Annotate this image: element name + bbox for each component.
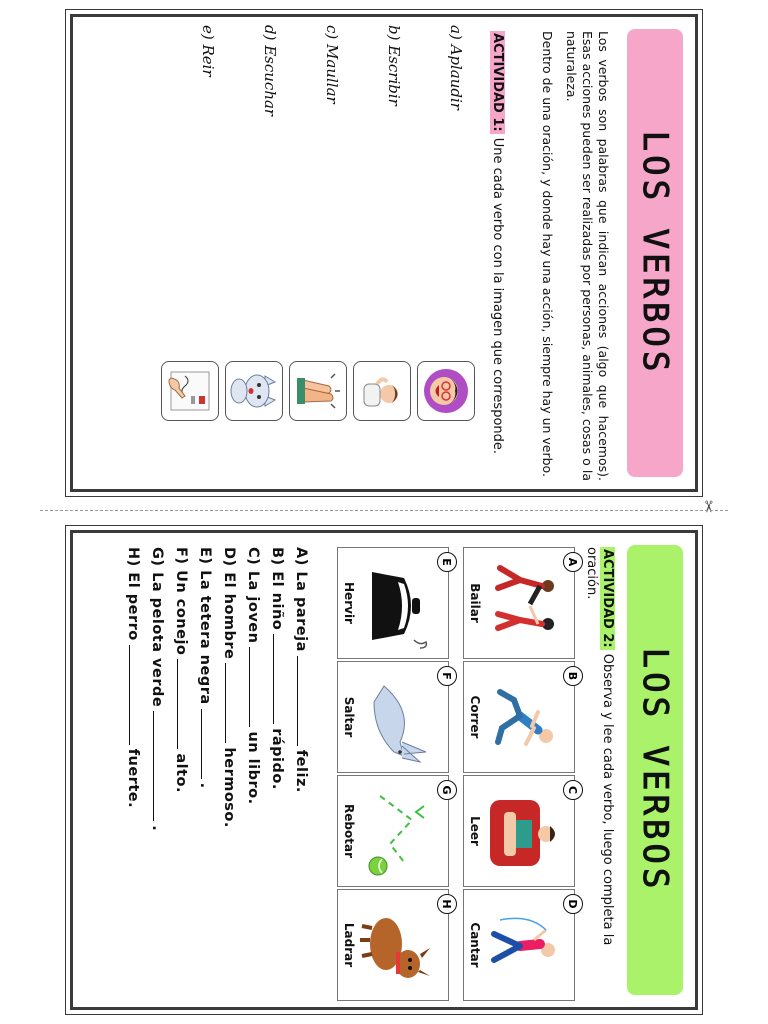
card-label: Ladrar xyxy=(342,922,356,968)
panel1-title: LOS VERBOS xyxy=(627,29,683,477)
verb-item: e) Reir xyxy=(199,25,217,77)
reading-girl-icon xyxy=(482,786,560,882)
card-letter: G xyxy=(437,780,457,800)
answer-blank[interactable] xyxy=(129,645,130,745)
listening-boy-icon[interactable] xyxy=(353,361,411,421)
verb-card-e[interactable] xyxy=(337,547,454,659)
jumping-rabbit-icon xyxy=(356,672,434,768)
sentence-f xyxy=(173,547,189,793)
sentence-end: alto. xyxy=(173,753,189,794)
sentence-start: H) El perro xyxy=(125,547,141,641)
card-label: Bailar xyxy=(468,583,482,623)
sentence-b xyxy=(269,547,285,790)
verb-item: a) Aplaudir xyxy=(447,25,465,110)
intro-paragraph-2: Dentro de una oración, y donde hay una acción, siempre hay un verbo. xyxy=(540,31,555,477)
sentence-start: F) Un conejo xyxy=(173,547,189,656)
verb-card-a[interactable] xyxy=(463,547,580,659)
answer-blank[interactable] xyxy=(153,711,154,821)
sentence-h xyxy=(125,547,141,808)
card-label: Rebotar xyxy=(342,804,356,858)
answer-blank[interactable] xyxy=(297,656,298,746)
card-label: Cantar xyxy=(468,922,482,968)
card-label: Leer xyxy=(468,816,482,846)
verb-card-g[interactable] xyxy=(337,775,454,887)
sentence-start: A) La pareja xyxy=(293,547,309,652)
sentence-d xyxy=(221,547,237,828)
card-letter: E xyxy=(437,552,457,572)
laughing-girl-icon[interactable] xyxy=(417,361,475,421)
answer-blank[interactable] xyxy=(177,659,178,749)
sentence-end: rápido. xyxy=(269,728,285,790)
sentence-start: C) La joven xyxy=(245,547,261,644)
card-label: Hervir xyxy=(342,582,356,624)
boiling-kettle-icon xyxy=(356,558,434,654)
clapping-hands-icon[interactable] xyxy=(289,361,347,421)
verb-card-f[interactable] xyxy=(337,661,454,773)
verb-card-h[interactable] xyxy=(337,889,454,1001)
panel-verbos-1 xyxy=(70,14,698,492)
writing-hand-icon[interactable] xyxy=(161,361,219,421)
activity2-label: ACTIVIDAD 2: xyxy=(600,549,615,648)
verb-item: c) Maullar xyxy=(323,25,341,104)
card-letter: B xyxy=(563,666,583,686)
sentence-start: B) El niño xyxy=(269,547,285,631)
meowing-cat-icon[interactable] xyxy=(225,361,283,421)
card-letter: A xyxy=(563,552,583,572)
bouncing-ball-icon xyxy=(356,786,434,882)
sentence-end: fuerte. xyxy=(125,748,141,809)
answer-blank[interactable] xyxy=(225,663,226,743)
sentence-e xyxy=(197,547,213,789)
activity2-instructions xyxy=(583,547,615,997)
card-letter: D xyxy=(563,894,583,914)
verb-card-d[interactable] xyxy=(463,889,580,1001)
dancing-couple-icon xyxy=(482,558,560,654)
verb-card-b[interactable] xyxy=(463,661,580,773)
sentence-end: . xyxy=(149,825,165,832)
sentence-a xyxy=(293,547,309,793)
activity2-text: Observa y lee cada verbo, luego completa la oración. xyxy=(584,547,615,946)
answer-blank[interactable] xyxy=(249,647,250,727)
scissors-icon: ✂ xyxy=(699,500,718,514)
verb-card-c[interactable] xyxy=(463,775,580,887)
activity1-text: Une cada verbo con la imagen que corresponde. xyxy=(490,137,505,455)
sentence-end: un libro. xyxy=(245,731,261,805)
sentence-start: D) El hombre xyxy=(221,547,237,660)
panel2-title: LOS VERBOS xyxy=(627,545,683,995)
singing-girl-icon xyxy=(482,900,560,996)
sentence-end: hermoso. xyxy=(221,747,237,828)
sentence-start: G) La pelota verde xyxy=(149,547,165,708)
sentence-c xyxy=(245,547,261,805)
intro-paragraph: Los verbos son palabras que indican acciones (algo que hacemos). Esas acciones pueden ser realizadas por personas, animales, cosas o la naturaleza. xyxy=(564,31,611,481)
card-letter: C xyxy=(563,780,583,800)
card-letter: H xyxy=(437,894,457,914)
verb-item: b) Escribir xyxy=(385,25,403,106)
answer-blank[interactable] xyxy=(201,709,202,779)
card-letter: F xyxy=(437,666,457,686)
cut-line xyxy=(40,510,728,511)
sentence-end: . xyxy=(197,782,213,789)
activity1-label: ACTIVIDAD 1: xyxy=(490,33,505,132)
card-label: Saltar xyxy=(342,696,356,738)
panel-verbos-2 xyxy=(70,530,698,1010)
answer-blank[interactable] xyxy=(273,634,274,724)
card-label: Correr xyxy=(468,695,482,739)
sentence-start: E) La tetera negra xyxy=(197,547,213,705)
barking-dog-icon xyxy=(356,900,434,996)
sentence-end: feliz. xyxy=(293,749,309,793)
verb-item: d) Escuchar xyxy=(261,25,279,117)
sentence-g xyxy=(149,547,165,831)
running-boy-icon xyxy=(482,672,560,768)
